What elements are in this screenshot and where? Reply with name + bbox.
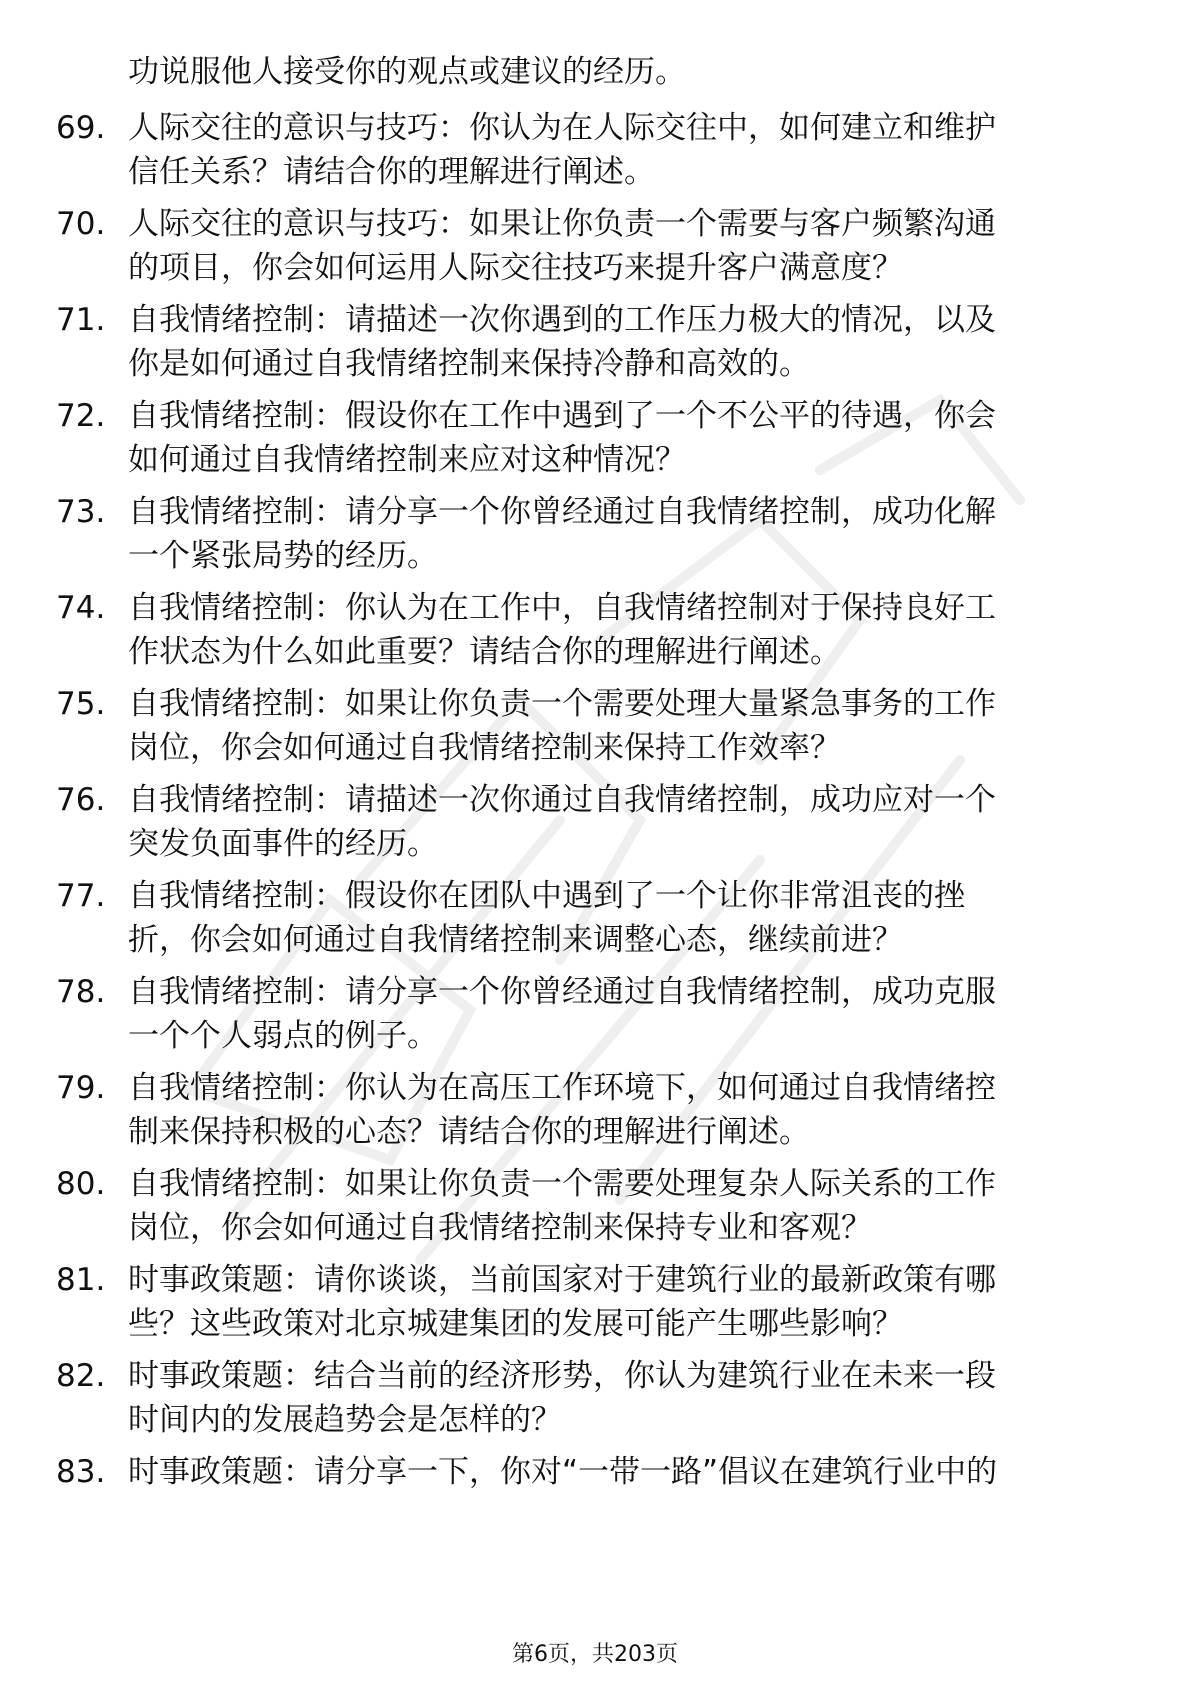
question-text-line: 人际交往的意识与技巧：你认为在人际交往中，如何建立和维护 (128, 110, 996, 146)
continuation-line: 功说服他人接受你的观点或建议的经历。 (128, 54, 686, 90)
question-text-line: 一个紧张局势的经历。 (128, 538, 438, 574)
question-text (128, 1066, 1108, 1154)
question-text-line: 时事政策题：结合当前的经济形势，你认为建筑行业在未来一段 (128, 1358, 996, 1394)
question-text-line: 折，你会如何通过自我情绪控制来调整心态，继续前进？ (128, 922, 903, 958)
question-text-line: 的项目，你会如何运用人际交往技巧来提升客户满意度？ (128, 250, 903, 286)
question-text-line: 自我情绪控制：请描述一次你通过自我情绪控制，成功应对一个 (128, 782, 996, 818)
question-text (128, 874, 1108, 962)
question-text (128, 394, 1108, 482)
question-number: 75. (56, 686, 106, 722)
question-number: 83. (56, 1454, 106, 1490)
question-number: 80. (56, 1166, 106, 1202)
question-text (128, 586, 1108, 674)
question-number: 73. (56, 494, 106, 530)
question-text-line: 自我情绪控制：你认为在高压工作环境下，如何通过自我情绪控 (128, 1070, 996, 1106)
question-number: 70. (56, 206, 106, 242)
question-text-line: 作状态为什么如此重要？请结合你的理解进行阐述。 (128, 634, 841, 670)
question-text-line: 人际交往的意识与技巧：如果让你负责一个需要与客户频繁沟通 (128, 206, 996, 242)
question-text-line: 信任关系？请结合你的理解进行阐述。 (128, 154, 655, 190)
question-text-line: 制来保持积极的心态？请结合你的理解进行阐述。 (128, 1114, 810, 1150)
question-number: 71. (56, 302, 106, 338)
question-text (128, 1258, 1108, 1346)
question-text-line: 你是如何通过自我情绪控制来保持冷静和高效的。 (128, 346, 810, 382)
question-text-line: 岗位，你会如何通过自我情绪控制来保持工作效率？ (128, 730, 841, 766)
question-text-line: 时事政策题：请分享一下，你对“一带一路”倡议在建筑行业中的 (128, 1454, 998, 1490)
question-number: 78. (56, 974, 106, 1010)
question-text-line: 自我情绪控制：假设你在团队中遇到了一个让你非常沮丧的挫 (128, 878, 965, 914)
question-number: 77. (56, 878, 106, 914)
question-number: 74. (56, 590, 106, 626)
page-footer: 第6页，共203页 (512, 1642, 678, 1667)
question-text-line: 自我情绪控制：如果让你负责一个需要处理复杂人际关系的工作 (128, 1166, 996, 1202)
question-text (128, 970, 1108, 1058)
question-number: 81. (56, 1262, 106, 1298)
question-number: 79. (56, 1070, 106, 1106)
question-text-line: 自我情绪控制：请分享一个你曾经通过自我情绪控制，成功克服 (128, 974, 996, 1010)
question-text (128, 682, 1108, 770)
question-text-line: 些？这些政策对北京城建集团的发展可能产生哪些影响？ (128, 1306, 903, 1342)
question-text-line: 突发负面事件的经历。 (128, 826, 438, 862)
question-text (128, 1162, 1108, 1250)
question-text-line: 如何通过自我情绪控制来应对这种情况？ (128, 442, 686, 478)
question-text (128, 106, 1108, 194)
question-text (128, 1354, 1108, 1442)
question-text-line: 自我情绪控制：请分享一个你曾经通过自我情绪控制，成功化解 (128, 494, 996, 530)
question-text-line: 时事政策题：请你谈谈，当前国家对于建筑行业的最新政策有哪 (128, 1262, 996, 1298)
question-number: 82. (56, 1358, 106, 1394)
question-text-line: 一个个人弱点的例子。 (128, 1018, 438, 1054)
question-text (128, 202, 1108, 290)
question-text-line: 自我情绪控制：你认为在工作中，自我情绪控制对于保持良好工 (128, 590, 996, 626)
question-text-line: 自我情绪控制：如果让你负责一个需要处理大量紧急事务的工作 (128, 686, 996, 722)
question-text-line: 自我情绪控制：请描述一次你遇到的工作压力极大的情况，以及 (128, 302, 996, 338)
question-text (128, 778, 1108, 866)
question-text (128, 298, 1108, 386)
question-number: 69. (56, 110, 106, 146)
question-text-line: 自我情绪控制：假设你在工作中遇到了一个不公平的待遇，你会 (128, 398, 996, 434)
question-text-line: 岗位，你会如何通过自我情绪控制来保持专业和客观？ (128, 1210, 872, 1246)
question-text-line: 时间内的发展趋势会是怎样的？ (128, 1402, 562, 1438)
question-text (128, 490, 1108, 578)
question-text (128, 1450, 1108, 1494)
question-number: 76. (56, 782, 106, 818)
question-number: 72. (56, 398, 106, 434)
